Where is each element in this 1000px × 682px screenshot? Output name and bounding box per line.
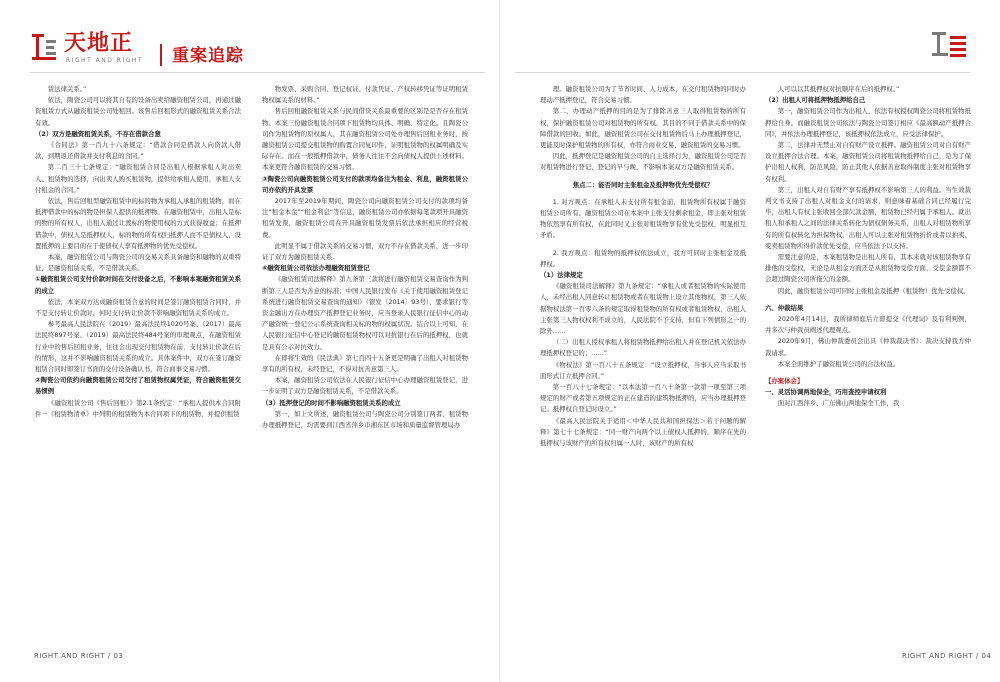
body-paragraph: 第二百三十七条规定：“融资租赁合同是出租人根据承租人对出卖人、租赁物的选择，向出卖人购买租赁物，提供给承租人使用，承租人支付租金的合同。”: [35, 163, 241, 194]
body-paragraph: 本案，融资租赁公司与陶瓷公司的交易关系具备融资和融物的双重特征，是融资租赁关系，不是借款关系。: [35, 253, 241, 273]
section-heading: （2）双方是融资租赁关系，不存在借款合意: [35, 129, 161, 138]
body-paragraph: （二）出租人授权承租人将租赁物抵押给出租人并在登记机关依法办理抵押权登记的；……”: [540, 338, 746, 358]
body-paragraph: 依法，陶瓷公司可以将其自有的设备出卖给融资租赁公司，再通过融资租赁方式从融资租赁公司处租回。该售后回租形式的融资租赁关系合法有效。: [35, 96, 241, 127]
section-heading: （3）抵押登记的时间不影响融资租赁关系的成立: [262, 398, 401, 407]
text-column-1: [35, 84, 241, 644]
section-title: 重案追踪: [172, 46, 244, 66]
body-paragraph: 《物权法》第一百八十五条规定：“设立抵押权，当事人应当采取书面形式订立抵押合同。”: [540, 360, 746, 380]
section-heading: 一、灵活协调两地保全，巧用查控申请权利: [765, 388, 887, 397]
section-heading: （2）出租人可将抵押物抵押给自己: [765, 96, 866, 105]
section-heading: 【办案体会】: [765, 377, 804, 386]
body-paragraph: 第三，出租人对自有财产享有抵押权不影响第三人的利益。当生效裁判文书支持了出租人对租金支付的请求，则意味着基础合同已经履行完毕，出租人有权主张收回全部欠款金额，租赁物已经归属于承租人。就出租人和承租人之间的法律关系转化为债权债务关系，出租人对租赁物所享有的所有权转化为担保物权，出租人可以主张对租赁物折价或者以拍卖、变卖租赁物所得价款优先受偿，应当依法予以支持。: [765, 185, 971, 250]
section-heading: ④融资租赁公司依法办理融资租赁登记: [262, 264, 370, 273]
body-paragraph: 因此，融资租赁公司可同时主张租金及抵押（租赁物）优先受偿权。: [777, 286, 970, 295]
brand-logo-subtext: RIGHT AND RIGHT: [66, 57, 144, 64]
body-paragraph: 依法，售后回租型融资租赁中的标的物为承租人承租的租赁物，而在抵押借款中的标的物是担保人提供的抵押物。在融资租赁中，出租人是标的物的所有权人，出租人通过让渡标的物使用权的方式获得收益；在抵押借款中，债权人是抵押权人，标的物的所有权归抵押人而不是债权人，设置抵押的主要目的在于使债权人享有抵押物的优先受偿权。: [35, 197, 241, 250]
section-heading: ②陶瓷公司依约向融资租赁公司交付了租赁物权属凭证，符合融资租赁交易惯例: [35, 376, 241, 396]
header-divider: [160, 44, 162, 66]
text-column-2: [262, 84, 468, 644]
body-paragraph: 需要注意的是，本案租赁物是出租人所有，其本来就对该租赁物享有排他的受偿权，无论是从租金方面还是从租赁物受偿方面，受偿金额都不会超过陶瓷公司所拖欠的金额。: [765, 253, 971, 284]
body-paragraph: 2. 我方观点：租赁物的抵押权依法成立，我方可同时主张租金及抵押权。: [540, 248, 746, 268]
body-paragraph: 2017年至2019年期间，陶瓷公司向融资租赁公司支付的款项均备注“租金本金”“租金利息”等信息，融资租赁公司亦依据每笔款项开具融资租赁发票，融资租赁公司在开具融资租赁发票后依法承担相应的经营税费。: [262, 197, 468, 239]
body-paragraph: 依法，本案双方达成融资租赁合意的时间是签订融资租赁合同时，并不是支付转让价款时。何时支付转让价款不影响融资租赁关系的成立。: [35, 297, 241, 318]
body-paragraph: 面对江西萍乡、广东佛山两地保全工作，我: [777, 399, 900, 408]
body-paragraph: 第二，法律并无禁止对自有财产设立抵押。融资租赁公司对自有财产设立抵押合法合理。本案，融资租赁公司将租赁物抵押给自己，是为了保护出租人权利，防范风险，防止其他人依据善意取得制度主张对租赁物享有权利。: [765, 141, 971, 183]
body-paragraph: 第一百八十七条规定：“以本法第一百八十条第一款第一项至第三项规定的财产或者第五项规定的正在建造的建筑物抵押的，应当办理抵押登记。抵押权自登记时设立。”: [540, 383, 746, 414]
body-paragraph: 《融资租赁公司（售后回租）》第2.1条约定：“承租人提供本合同附件一《租赁物清单》中列明的租赁物为本合同项下的租赁物，并提供租赁: [35, 398, 241, 418]
body-paragraph: 《合同法》第一百九十六条规定：“借款合同是借款人向贷款人借款，到期返还借款并支付利息的合同。”: [35, 141, 241, 161]
body-paragraph: 《融资租赁司法解释》第九条第三款将进行融资租赁交易查询作为判断第三人是否为善意的标准；中国人民银行发布《关于使用融资租赁登记系统进行融资租赁交易查询的通知》（银发〔2014〕93号），要求银行等资金融出方在办理资产抵押登记业务时，应当登录人民银行征信中心的动产融资统一登记公示系统查询相关标的物的权属状况。结合以上可知，在人民银行征信中心登记的融资租赁物权可以对抗银行在后的抵押权，也就是具有公示对抗效力。: [262, 275, 468, 351]
body-paragraph: 本案全面维护了融资租赁公司的合法权益。: [777, 359, 900, 368]
section-heading: 六、仲裁结果: [765, 303, 804, 312]
body-paragraph: 第一，如上文所述，融资租赁公司与陶瓷公司分别签订两者，租赁物办理抵押登记，均需要到江西省萍乡市湘东区市场和质量监督管理局办: [262, 409, 468, 430]
body-paragraph: 《融资租赁司法解释》第九条规定：“承租人或者租赁物的实际使用人，未经出租人同意转让租赁物或者在租赁物上设立其他物权，第三人依据物权法第一百零六条的规定取得租赁物的所有权或者租赁物权，出租人主张第三人物权权利不成立的，人民法院不予支持，但有下列情形之一的除外……: [540, 282, 746, 336]
body-paragraph: 赁法律关系。”: [47, 85, 87, 93]
section-heading: 焦点二：能否同时主张租金及抵押物优先受偿权？: [572, 180, 714, 189]
footer-right-page-number: RIGHT AND RIGHT / 04: [902, 652, 992, 660]
brand-logo-mark-icon: [30, 30, 60, 64]
body-paragraph: 理。融资租赁公司为了节省时间、人力成本，在交付租赁物的同时办理动产抵押登记，符合交易习惯。: [540, 85, 746, 105]
brand-corner-mark-icon: [930, 30, 970, 60]
body-paragraph: 本案，融资租赁公司依法在人民银行征信中心办理融资租赁登记，进一步证明了双方是融资租赁关系，不是借款关系。: [262, 376, 468, 396]
body-paragraph: 售后回租融资租赁关系与民间借贷关系最重要的区别是是否存在租赁物。本案三份融资租赁合同项下租赁物均具体、明确、特定化。且陶瓷公司作为租赁物的原权属人，其在融资租赁公司处办理售后回租业务时，按融资租赁公司提交租赁物的购置合同复印件，证明租赁物的权属明确及实际存在。而在一般抵押借款中，债务人往往不会向债权人提供上述材料。本案更符合融资租赁的交易习惯。: [262, 107, 468, 172]
brand-logo-text: 天地正: [64, 30, 134, 56]
body-paragraph: 参考最高人民法院在（2019）最高法民终1020号案、（2017）最高法民终897号案、（2019）最高法民终484号案的审理观点，在融资租赁行业中的售后回租业务，往往会出现交付租赁物在前，支付转让价款在后的情形，这并不影响融资租赁关系的成立。具体案件中，双方在签订融资租赁合同时即签订书面的交付设备确认书，符合商事交易习惯。: [35, 320, 241, 374]
body-paragraph: 2020年9月，佛山仲裁委员会出具《仲裁裁决书》：裁决支持我方仲裁请求。: [765, 337, 971, 357]
section-heading: （1）法律规定: [540, 271, 583, 280]
body-paragraph: 物发票、采购合同、登记权证、付款凭证、产权转移凭证等证明租赁物权属关系的材料。”: [262, 85, 468, 105]
page-gutter: [499, 0, 501, 682]
body-paragraph: 此明显不属于借款关系的交易习惯，双方不存在借款关系，进一步印证了双方为融资租赁关系。: [262, 241, 468, 262]
body-paragraph: 《最高人民法院关于适用＜中华人民共和国担保法＞若干问题的解释》第七十七条规定：“同一财产向两个以上债权人抵押的，顺序在先的抵押权与该财产的所有权归属一人时，该财产的所有权: [540, 416, 746, 448]
body-paragraph: 因此，抵押登记是融资租赁公司的自主选择行为，融资租赁公司是否对租赁物进行登记、登记的早与晚，不影响本案双方是融资租赁关系。: [540, 152, 746, 172]
header-rule-right: [515, 72, 970, 73]
body-paragraph: 第二，办理动产抵押的目的是为了排除善意三人取得租赁物的所有权，保护融资租赁公司对租赁物的所有权，其目的不同于借款关系中的保障借款的回收。如此，融资租赁公司在交付租赁物后马上办理抵押登记，更能及时保护租赁物的所有权，亦符合商业交易、融资租赁的交易习惯。: [540, 107, 746, 150]
footer-left-page-number: RIGHT AND RIGHT / 03: [34, 652, 124, 660]
body-paragraph: 人可以以其抵押权对抗顺序在后的抵押权。”: [777, 85, 900, 93]
brand-logo: [30, 30, 150, 70]
body-paragraph: 在即将生效的《民法典》第七百四十五条更是明确了出租人对租赁物享有的所有权，未经登记，不得对抗善意第三人。: [262, 353, 468, 374]
text-column-4: [765, 84, 971, 644]
page-header: [0, 0, 1000, 78]
section-heading: ①融资租赁公司支付价款时间在交付设备之后，不影响本案融资租赁关系的成立: [35, 275, 241, 295]
text-column-3: [540, 84, 746, 644]
body-paragraph: 1. 对方观点：在承租人未支付所有租金前，租赁物所有权属于融资租赁公司所有。融资租赁公司在本案中主张支付剩余租金，即主张对租赁物依然享有所有权，在此同时又主张对租赁物享有优先受偿权，明显相互矛盾。: [540, 197, 746, 240]
body-paragraph: 第一，融资租赁公司作为出租人，依法有权授权陶瓷公司将租赁物抵押给自身。而融资租赁公司依法与陶瓷公司签订相应《最高额动产抵押合同》，并依法办理抵押登记，该抵押权依法成立，应受法律保护。: [765, 107, 971, 138]
header-rule-left: [30, 72, 485, 73]
section-heading: ③陶瓷公司向融资租赁公司支付的款项均备注为租金、利息，融资租赁公司亦依约开具发票: [262, 174, 468, 194]
body-paragraph: 2020年4月14日，我所律师庭后立即提交《代理词》及有利判例，并多次与仲裁员阐述代理观点。: [765, 315, 971, 335]
